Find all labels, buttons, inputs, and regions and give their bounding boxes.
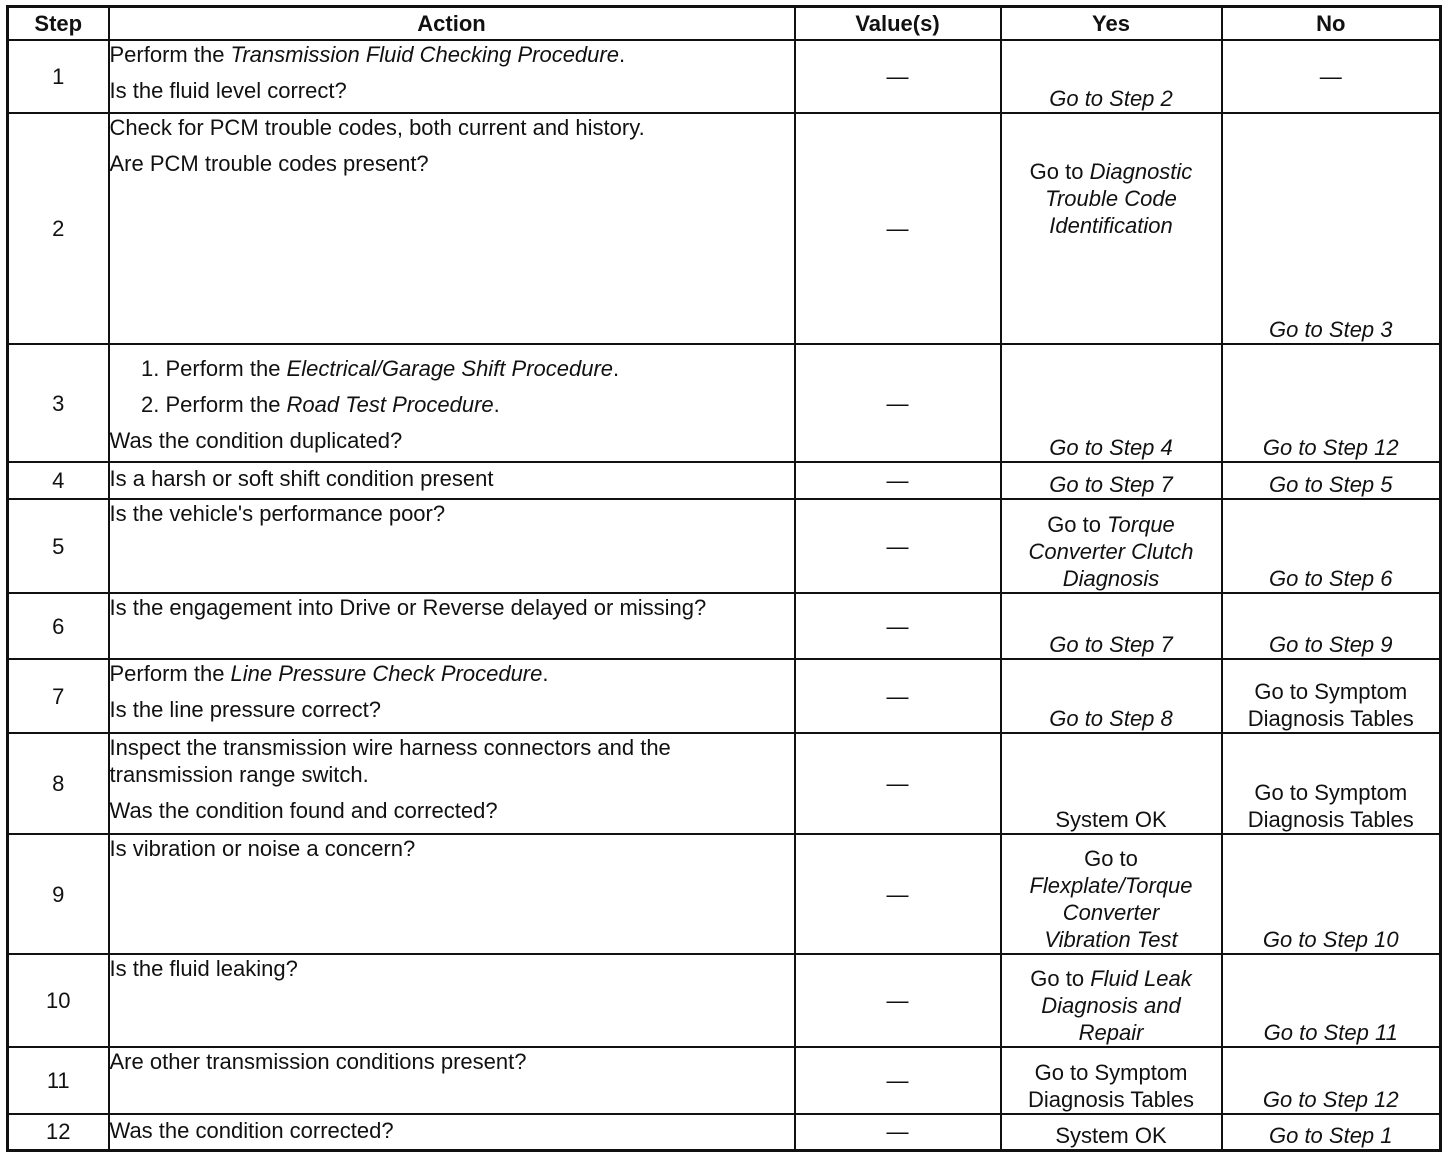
table-row (8, 462, 1441, 499)
step-number: 5 (8, 499, 109, 593)
yes-cell (1001, 113, 1222, 344)
yes-result: Torque (1107, 512, 1175, 537)
no-result: Go to Step 12 (1262, 435, 1399, 460)
header-yes: Yes (1001, 7, 1222, 41)
yes-cell: System OK (1001, 1114, 1222, 1150)
table-row (8, 40, 1441, 113)
no-result: Go to Step 6 (1268, 566, 1393, 591)
value-cell: — (795, 499, 1001, 593)
action-cell (109, 659, 795, 733)
yes-cell (1001, 40, 1222, 113)
value-cell: — (795, 1047, 1001, 1114)
action-question: Is the vehicle's performance poor? (109, 501, 446, 526)
action-cell (109, 462, 795, 499)
action-text: Inspect the transmission wire harness connectors and the transmission range switch. (109, 735, 671, 787)
yes-result: Trouble Code (1045, 186, 1177, 211)
header-row (8, 7, 1441, 41)
no-cell (1222, 1047, 1441, 1114)
no-cell (1222, 462, 1441, 499)
yes-result: Go to Symptom (1034, 1060, 1188, 1085)
value-cell: — (795, 593, 1001, 659)
yes-cell (1001, 659, 1222, 733)
action-cell (109, 344, 795, 462)
no-result: Go to Symptom (1254, 780, 1408, 805)
procedure-link-text: Line Pressure Check Procedure (230, 661, 543, 686)
yes-result: Go to Step 7 (1049, 632, 1173, 657)
action-text: Perform the (165, 392, 287, 417)
yes-result: Flexplate/Torque (1029, 873, 1193, 898)
value-cell: — (795, 462, 1001, 499)
no-cell (1222, 733, 1441, 834)
yes-result: Converter (1062, 900, 1160, 925)
table-row (8, 1114, 1441, 1150)
yes-cell (1001, 462, 1222, 499)
yes-result: Diagnosis (1062, 566, 1160, 591)
action-cell (109, 954, 795, 1047)
step-number: 7 (8, 659, 109, 733)
header-no: No (1222, 7, 1441, 41)
yes-result: Go to Step 2 (1049, 86, 1173, 111)
no-result: Diagnosis Tables (1247, 807, 1414, 832)
yes-result: Identification (1049, 213, 1173, 238)
action-cell (109, 593, 795, 659)
action-cell (109, 1047, 795, 1114)
value-cell: — (795, 113, 1001, 344)
action-cell (109, 834, 795, 954)
yes-result: Go to (1029, 159, 1090, 184)
yes-result: Go to (1030, 966, 1091, 991)
procedure-link-text: Transmission Fluid Checking Procedure (230, 42, 619, 67)
no-cell (1222, 834, 1441, 954)
yes-cell (1001, 954, 1222, 1047)
no-result: Go to Step 9 (1268, 632, 1393, 657)
action-list-item (166, 355, 794, 382)
value-cell: — (795, 954, 1001, 1047)
action-question: Is the engagement into Drive or Reverse delayed or missing? (109, 595, 707, 620)
action-cell (109, 499, 795, 593)
header-action: Action (109, 7, 795, 41)
action-text: Perform the (109, 42, 231, 67)
action-question: Are other transmission conditions present? (109, 1049, 527, 1074)
yes-cell (1001, 1047, 1222, 1114)
table-row (8, 113, 1441, 344)
step-number: 3 (8, 344, 109, 462)
action-question: Is the fluid leaking? (109, 956, 298, 981)
yes-result: Go to (1047, 512, 1108, 537)
header-values: Value(s) (795, 7, 1001, 41)
yes-cell (1001, 344, 1222, 462)
action-question: Is the line pressure correct? (109, 697, 381, 722)
step-number: 8 (8, 733, 109, 834)
yes-cell (1001, 834, 1222, 954)
no-cell (1222, 593, 1441, 659)
action-text: . (542, 661, 549, 686)
action-text: Check for PCM trouble codes, both current and history. (109, 115, 645, 140)
yes-cell (1001, 593, 1222, 659)
yes-result: Diagnostic (1089, 159, 1193, 184)
no-cell (1222, 1114, 1441, 1150)
action-cell (109, 113, 795, 344)
no-cell (1222, 659, 1441, 733)
step-number: 1 (8, 40, 109, 113)
no-cell (1222, 954, 1441, 1047)
step-number: 12 (8, 1114, 109, 1150)
step-number: 11 (8, 1047, 109, 1114)
yes-cell: System OK (1001, 733, 1222, 834)
diagnostic-table (6, 5, 1442, 1152)
no-cell (1222, 499, 1441, 593)
table-row (8, 954, 1441, 1047)
yes-result: Converter Clutch (1028, 539, 1194, 564)
value-cell: — (795, 1114, 1001, 1150)
table-row (8, 499, 1441, 593)
no-result: Go to Step 11 (1263, 1020, 1398, 1045)
action-cell (109, 1114, 795, 1150)
header-step: Step (8, 7, 109, 41)
action-text: . (613, 356, 620, 381)
action-question: Was the condition found and corrected? (109, 798, 498, 823)
action-list-item (166, 391, 794, 418)
yes-result: Go to Step 8 (1049, 706, 1173, 731)
no-result: Go to Step 10 (1262, 927, 1399, 952)
table-row (8, 659, 1441, 733)
yes-result: Go to Step 4 (1049, 435, 1173, 460)
yes-result: Fluid Leak (1090, 966, 1192, 991)
action-text: . (493, 392, 500, 417)
yes-result: Diagnosis and (1041, 993, 1181, 1018)
value-cell: — (795, 834, 1001, 954)
value-cell: — (795, 659, 1001, 733)
action-question: Was the condition corrected? (109, 1118, 394, 1143)
action-question: Is vibration or noise a concern? (109, 836, 416, 861)
yes-result: Repair (1078, 1020, 1144, 1045)
no-cell (1222, 113, 1441, 344)
action-question: Are PCM trouble codes present? (109, 151, 429, 176)
procedure-link-text: Road Test Procedure (286, 392, 494, 417)
value-cell: — (795, 344, 1001, 462)
step-number: 6 (8, 593, 109, 659)
action-question: Is the fluid level correct? (109, 78, 347, 103)
no-result: Go to Step 1 (1268, 1122, 1393, 1148)
table-row (8, 1047, 1441, 1114)
action-cell (109, 40, 795, 113)
yes-result: Diagnosis Tables (1028, 1087, 1194, 1112)
table-row (8, 834, 1441, 954)
value-cell: — (795, 733, 1001, 834)
yes-result: Go to (1084, 846, 1138, 871)
table-row (8, 593, 1441, 659)
procedure-link-text: Electrical/Garage Shift Procedure (286, 356, 614, 381)
step-number: 10 (8, 954, 109, 1047)
table-row (8, 344, 1441, 462)
action-question: Is a harsh or soft shift condition present (109, 466, 494, 491)
step-number: 9 (8, 834, 109, 954)
action-text: Perform the (165, 356, 287, 381)
step-number: 2 (8, 113, 109, 344)
no-cell: — (1222, 40, 1441, 113)
table-row (8, 733, 1441, 834)
step-number: 4 (8, 462, 109, 499)
no-result: Go to Symptom (1254, 679, 1408, 704)
action-text: Perform the (109, 661, 231, 686)
no-result: Go to Step 12 (1262, 1087, 1399, 1112)
action-text: . (618, 42, 626, 67)
action-question: Was the condition duplicated? (109, 428, 403, 453)
no-result: Go to Step 3 (1268, 317, 1393, 342)
value-cell: — (795, 40, 1001, 113)
yes-cell (1001, 499, 1222, 593)
no-result: Go to Step 5 (1268, 472, 1393, 497)
no-cell (1222, 344, 1441, 462)
yes-result: Go to Step 7 (1049, 472, 1173, 497)
action-cell (109, 733, 795, 834)
no-result: Diagnosis Tables (1247, 706, 1414, 731)
yes-result: Vibration Test (1044, 927, 1178, 952)
